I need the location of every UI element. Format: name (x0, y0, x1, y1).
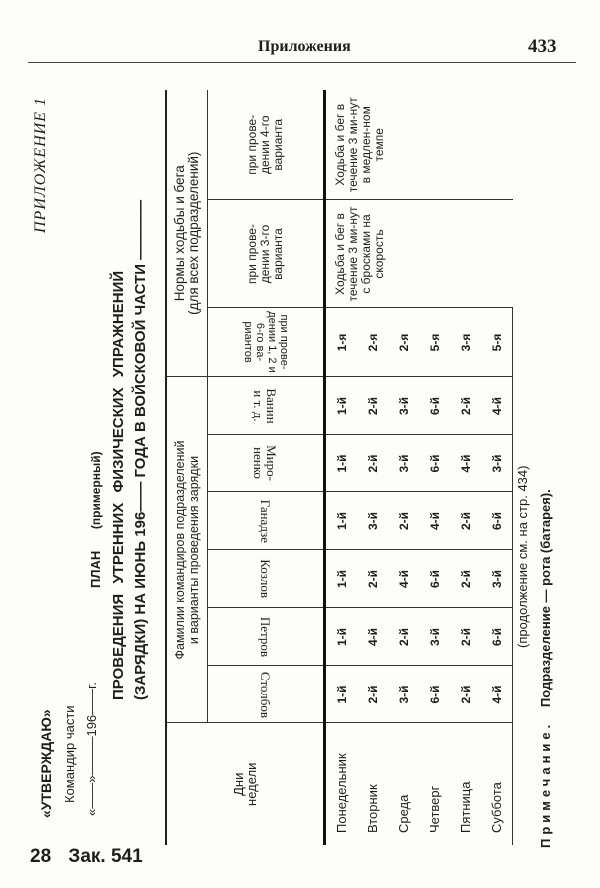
variant-cell: 3-й (419, 608, 450, 666)
variant-cell: 2-й (450, 550, 481, 608)
norm-cell: 3-я (450, 308, 481, 377)
variant-cell: 4-й (388, 550, 419, 608)
norm-cell: 5-я (419, 308, 450, 377)
commander-header: Миро-ненко (208, 435, 325, 492)
variant-cell: 4-й (450, 435, 481, 492)
variant-cell: 2-й (357, 666, 388, 723)
plan-heading (88, 451, 103, 588)
variant-cell: 6-й (419, 435, 450, 492)
day-cell: Четверг (427, 785, 442, 833)
running-header-title: Приложения (258, 38, 351, 55)
variant-cell: 2-й (450, 377, 481, 435)
variant-cell: 2-й (357, 377, 388, 435)
table-row (325, 90, 358, 845)
approval-stamp: «УТВЕРЖДАЮ» (38, 709, 54, 818)
commander-header: Петров (208, 608, 325, 666)
page-number: 433 (528, 36, 557, 57)
approval-commander: Командир части (62, 705, 77, 803)
variant-cell: 6-й (481, 492, 513, 550)
norm-header-variant-3: при прове-дении 3-го варианта (208, 200, 325, 308)
plan-title: ПЛАН (88, 550, 103, 588)
norm-text-variant-4: Ходьба и бег в течение 3 ми-нут в медлен-ном темпе (325, 90, 513, 200)
commanders-group-header: Фамилии командиров подразделений и варианты проведения зарядки (166, 377, 208, 723)
variant-cell: 4-й (481, 666, 513, 723)
norm-cell: 1-я (325, 308, 358, 377)
commander-header: Ванин и т. д. (208, 377, 325, 435)
day-cell: Понедельник (334, 753, 349, 833)
variant-cell: 6-й (419, 550, 450, 608)
commander-header: Козлов (208, 550, 325, 608)
variant-cell: 4-й (481, 377, 513, 435)
variant-cell: 2-й (450, 608, 481, 666)
variant-cell: 4-й (357, 608, 388, 666)
approval-date-line: «——»———196——г. (84, 682, 99, 816)
variant-cell: 1-й (325, 666, 358, 723)
footnote-text: Подразделение — рота (батарея). (538, 489, 553, 708)
day-cell: Пятница (458, 781, 473, 833)
variant-cell: 2-й (450, 492, 481, 550)
commander-header: Столбов (208, 666, 325, 723)
title-line-1: ПРОВЕДЕНИЯ УТРЕННИХ ФИЗИЧЕСКИХ УПРАЖНЕНИЙ (110, 270, 127, 700)
day-cell: Суббота (481, 723, 513, 845)
norm-cell: 2-я (388, 308, 419, 377)
variant-cell: 2-й (357, 550, 388, 608)
norm-cell: 2-я (357, 308, 388, 377)
variant-cell: 2-й (388, 608, 419, 666)
variant-cell: 2-й (388, 492, 419, 550)
sheet-number: 28 (30, 846, 52, 867)
variant-cell: 1-й (325, 377, 358, 435)
footnote (538, 489, 553, 848)
norm-text-variant-3: Ходьба и бег в течение 3 ми-нут с бросками на скорость (325, 200, 513, 308)
plan-subtitle: (примерный) (89, 451, 103, 530)
title-line-2: (ЗАРЯДКИ) НА ИЮНЬ 196—— ГОДА В ВОЙСКОВОЙ ЧАСТИ ———— (132, 199, 149, 700)
day-cell: Среда (396, 794, 411, 833)
variant-cell: 1-й (325, 550, 358, 608)
footnote-label: Примечание. (538, 720, 553, 848)
order-number: Зак. 541 (68, 846, 143, 867)
exercise-schedule-table (165, 90, 513, 845)
norm-header-variant-4: при прове-дении 4-го варианта (208, 90, 325, 200)
variant-cell: 3-й (481, 435, 513, 492)
variant-cell: 4-й (419, 492, 450, 550)
variant-cell: 1-й (325, 492, 358, 550)
variant-cell: 2-й (450, 666, 481, 723)
day-cell: Вторник (365, 784, 380, 833)
continuation-note: (продолжение см. на стр. 434) (515, 465, 530, 648)
variant-cell: 6-й (419, 377, 450, 435)
variant-cell: 3-й (481, 550, 513, 608)
norm-cell: 5-я (481, 308, 513, 377)
variant-cell: 3-й (388, 435, 419, 492)
appendix-label: ПРИЛОЖЕНИЕ 1 (32, 97, 49, 233)
variant-cell: 1-й (325, 608, 358, 666)
variant-cell: 3-й (388, 377, 419, 435)
variant-cell: 1-й (325, 435, 358, 492)
norm-header-variants-1-2-6: при прове-дении 1, 2 и 6-го ва-риантов (208, 308, 325, 377)
commander-header: Ганадзе (208, 492, 325, 550)
variant-cell: 6-й (481, 608, 513, 666)
variant-cell: 3-й (357, 492, 388, 550)
variant-cell: 2-й (357, 435, 388, 492)
days-header: Дни недели (166, 723, 325, 845)
variant-cell: 3-й (388, 666, 419, 723)
norms-group-header: Нормы ходьбы и бега (для всех подразделений) (166, 90, 208, 377)
variant-cell: 6-й (419, 666, 450, 723)
